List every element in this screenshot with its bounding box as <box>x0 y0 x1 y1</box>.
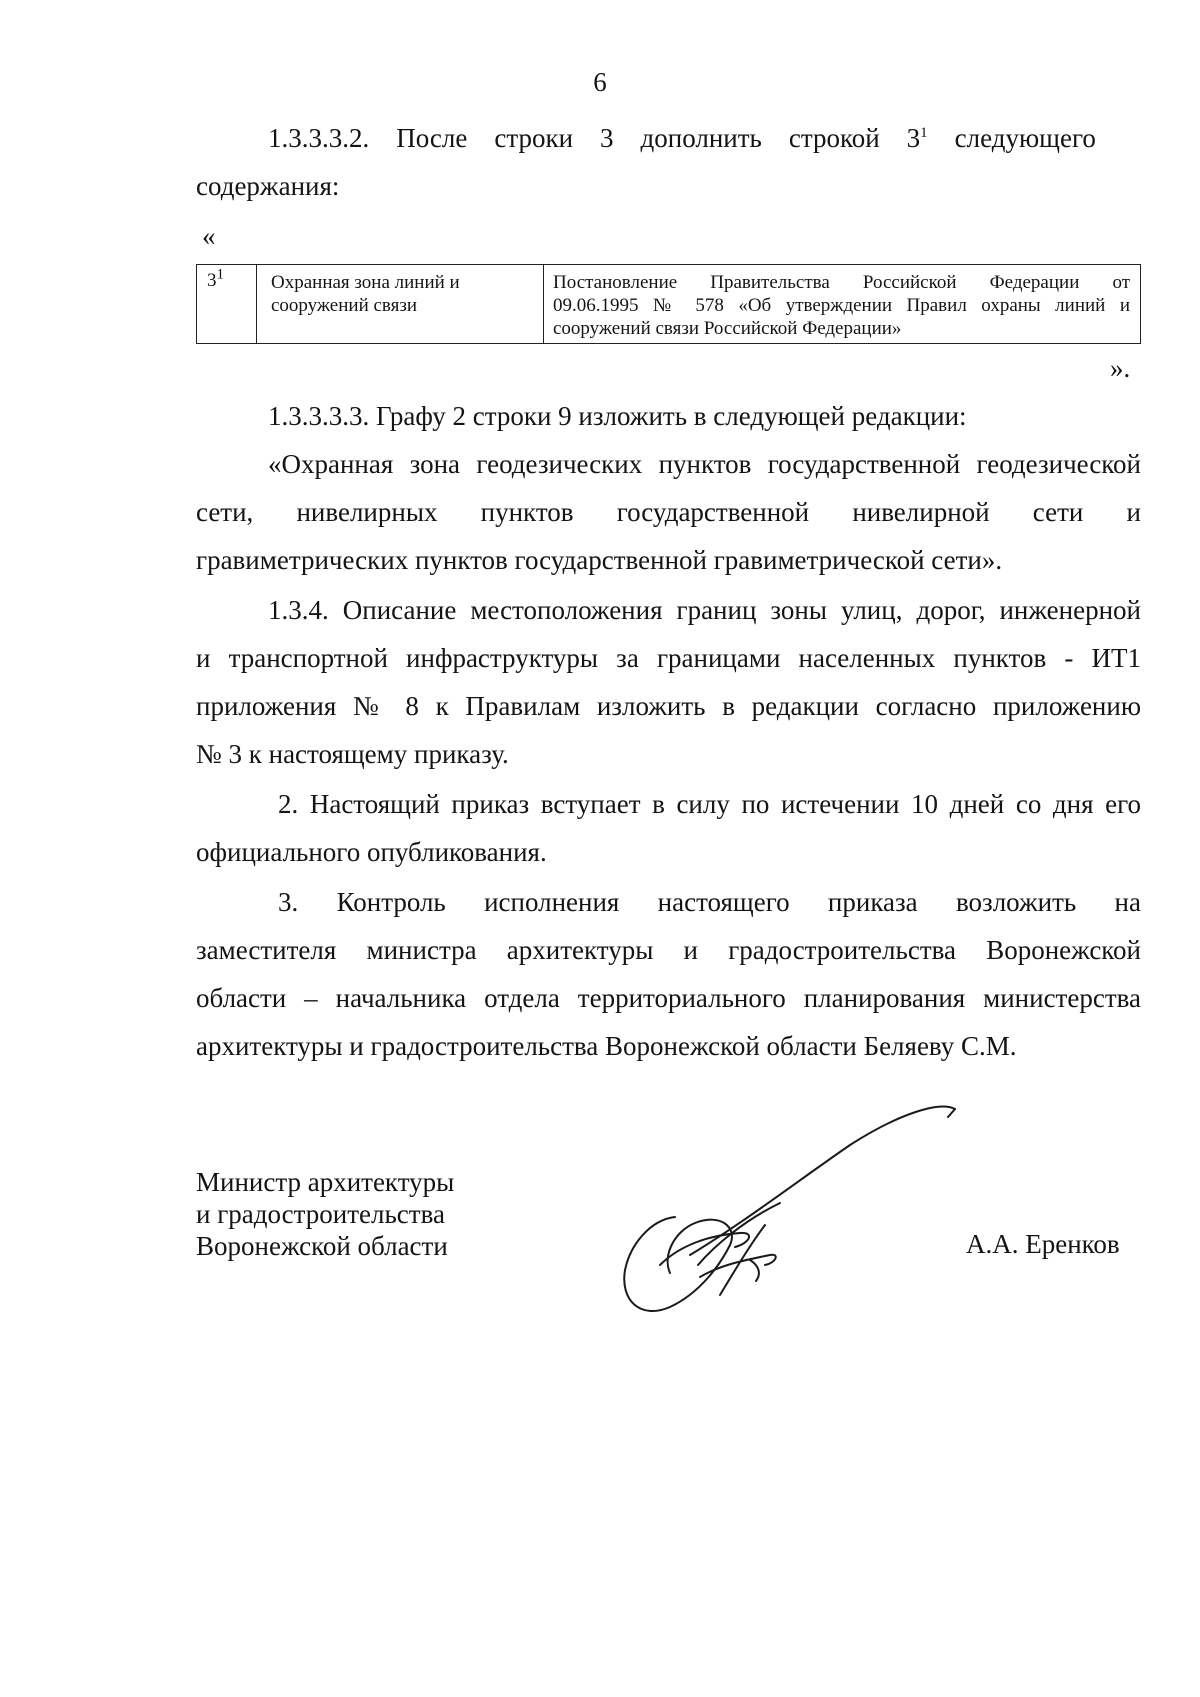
signatory-title-line: Воронежской области <box>196 1231 448 1261</box>
paragraph-1-3-4-line2: и транспортной инфраструктуры за границами населенных пунктов - ИТ1 <box>196 643 1141 673</box>
zone-line: Охранная зона линий и <box>271 272 460 293</box>
basis-line: Постановление Правительства Российской Федерации от <box>553 272 1130 293</box>
superscript: 1 <box>920 125 928 141</box>
table-divider <box>256 265 257 343</box>
paragraph-3-line1: 3. Контроль исполнения настоящего приказа возложить на <box>278 887 1141 917</box>
table-cell-basis <box>553 271 1130 340</box>
paragraph-1-3-3-3-3-line2: «Охранная зона геодезических пунктов государственной геодезической <box>268 449 1141 479</box>
paragraph-2-line2: официального опубликования. <box>196 837 547 867</box>
signatory-title <box>196 1166 454 1262</box>
signatory-title-line: и градостроительства <box>196 1199 445 1229</box>
basis-line: 09.06.1995 № 578 «Об утверждении Правил охраны линий и <box>553 295 1130 316</box>
table-cell-zone <box>271 271 460 317</box>
paragraph-3-line2: заместителя министра архитектуры и градостроительства Воронежской <box>196 935 1141 965</box>
paragraph-1-3-3-3-2-line1 <box>268 124 1141 152</box>
zone-line: сооружений связи <box>271 295 418 316</box>
row-number: 3 <box>207 270 217 291</box>
paragraph-1-3-3-3-3-line1: 1.3.3.3.3. Графу 2 строки 9 изложить в следующей редакции: <box>268 401 967 431</box>
paragraph-1-3-4-line1: 1.3.4. Описание местоположения границ зоны улиц, дорог, инженерной <box>268 595 1141 625</box>
handwritten-signature <box>580 1095 960 1325</box>
paragraph-2-line1: 2. Настоящий приказ вступает в силу по истечении 10 дней со дня его <box>278 789 1141 819</box>
close-quote: ». <box>1110 353 1131 383</box>
paragraph-1-3-3-3-3-line4: гравиметрических пунктов государственной гравиметрической сети». <box>196 545 1003 575</box>
paragraph-3-line3: области – начальника отдела территориального планирования министерства <box>196 983 1141 1013</box>
row-number-superscript: 1 <box>216 266 224 283</box>
basis-line: сооружений связи Российской Федерации» <box>553 318 902 339</box>
paragraph-3-line4: архитектуры и градостроительства Воронежской области Беляеву С.М. <box>196 1031 1017 1061</box>
open-quote: « <box>202 221 216 251</box>
table-divider <box>543 265 544 343</box>
signatory-name: А.А. Еренков <box>966 1229 1120 1259</box>
table-cell-number <box>207 266 224 292</box>
paragraph-1-3-3-3-2-line2: содержания: <box>196 171 340 201</box>
signatory-title-line: Министр архитектуры <box>196 1167 455 1197</box>
inserted-table-row <box>196 264 1141 344</box>
paragraph-1-3-3-3-3-line3: сети, нивелирных пунктов государственной нивелирной сети и <box>196 497 1141 527</box>
paragraph-1-3-4-line3: приложения № 8 к Правилам изложить в редакции согласно приложению <box>196 691 1141 721</box>
paragraph-1-3-3-3-2-text: 1.3.3.3.2. После строки 3 дополнить строкой 3 <box>268 123 921 153</box>
paragraph-1-3-4-line4: № 3 к настоящему приказу. <box>196 739 509 769</box>
paragraph-1-3-3-3-2-end: следующего <box>927 123 1096 153</box>
page-number: 6 <box>593 67 607 97</box>
